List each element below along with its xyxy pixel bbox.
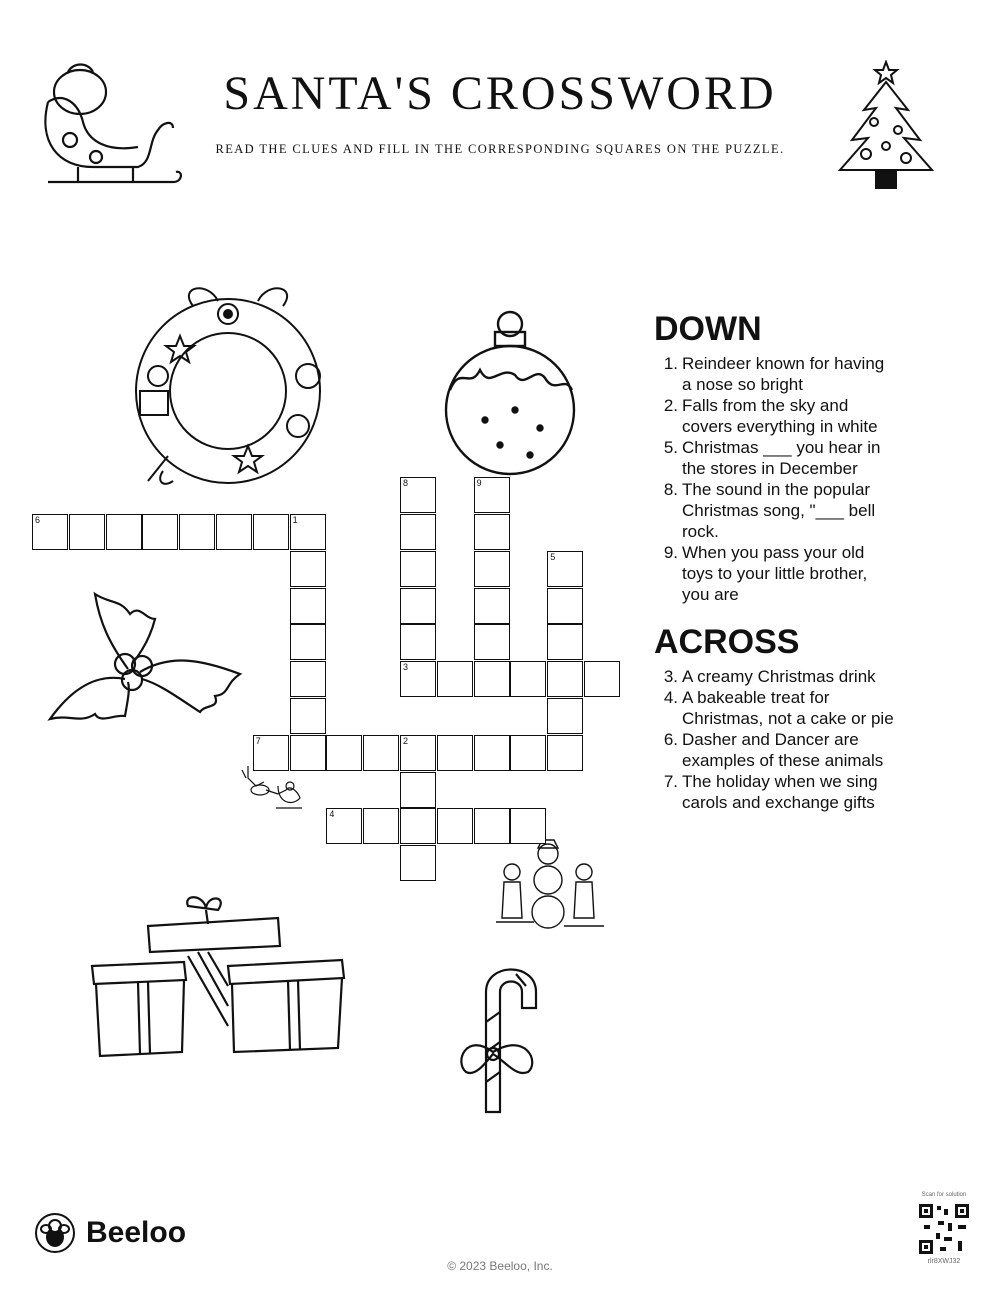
cell-number: 3	[403, 662, 409, 673]
grid-cell[interactable]	[474, 661, 510, 697]
grid-cell[interactable]	[400, 772, 436, 808]
clue-text: The holiday when we sing carols and exchange gifts	[682, 772, 878, 812]
grid-cell[interactable]	[474, 735, 510, 771]
across-clue	[654, 771, 894, 813]
grid-cell[interactable]	[32, 514, 68, 550]
qr-label: Scan for solution	[921, 1192, 967, 1198]
grid-cell[interactable]	[179, 514, 215, 550]
across-clue	[654, 729, 894, 771]
grid-cell[interactable]	[290, 624, 326, 660]
grid-cell[interactable]	[547, 551, 583, 587]
grid-cell[interactable]	[474, 551, 510, 587]
bee-logo-icon	[34, 1212, 76, 1254]
cell-number: 6	[35, 515, 41, 525]
clues-panel	[654, 310, 894, 813]
page-title: SANTA'S CROSSWORD	[223, 67, 777, 120]
grid-cell[interactable]	[510, 735, 546, 771]
grid-cell[interactable]	[547, 624, 583, 660]
grid-cell[interactable]	[400, 551, 436, 587]
down-clue	[654, 542, 894, 605]
down-clue-list	[654, 353, 894, 605]
grid-cell[interactable]	[547, 661, 583, 697]
down-clue	[654, 437, 894, 479]
cell-number: 8	[403, 478, 409, 489]
clue-text: Christmas ___ you hear in the stores in December	[682, 438, 881, 478]
grid-cell[interactable]	[510, 661, 546, 697]
grid-cell[interactable]	[474, 624, 510, 660]
clue-number: 6.	[663, 730, 678, 749]
brand-name: Beeloo	[86, 1216, 187, 1249]
grid-cell[interactable]	[547, 588, 583, 624]
clue-text: Reindeer known for having a nose so bright	[682, 354, 885, 394]
grid-cell[interactable]	[69, 514, 105, 550]
cell-number: 5	[550, 551, 556, 562]
cell-number: 2	[403, 735, 409, 746]
clue-text: When you pass your old toys to your little brother, you are	[682, 543, 868, 604]
grid-cell[interactable]	[510, 808, 546, 844]
grid-cell[interactable]	[142, 514, 178, 550]
grid-cell[interactable]	[290, 514, 326, 550]
grid-cell[interactable]	[437, 735, 473, 771]
grid-cell[interactable]	[474, 588, 510, 624]
grid-cell[interactable]	[106, 514, 142, 550]
grid-cell[interactable]	[584, 661, 620, 697]
clue-number: 8.	[663, 480, 678, 499]
across-heading: ACROSS	[654, 623, 800, 661]
grid-cell[interactable]	[290, 551, 326, 587]
grid-cell[interactable]	[400, 624, 436, 660]
grid-cell[interactable]	[290, 661, 326, 697]
clue-text: Falls from the sky and covers everything in white	[682, 396, 878, 436]
qr-id: rlr8XWJ32	[927, 1258, 961, 1265]
qr-code-icon[interactable]	[918, 1203, 970, 1255]
across-clue-list	[654, 666, 894, 813]
grid-cell[interactable]	[437, 808, 473, 844]
grid-cell[interactable]	[400, 514, 436, 550]
down-clue	[654, 353, 894, 395]
across-clue	[654, 687, 894, 729]
grid-cell[interactable]	[326, 808, 362, 844]
grid-cell[interactable]	[326, 735, 362, 771]
clue-text: A bakeable treat for Christmas, not a cake or pie	[682, 688, 894, 728]
clue-number: 1.	[663, 354, 678, 373]
grid-cell[interactable]	[474, 477, 510, 513]
grid-cell[interactable]	[253, 514, 289, 550]
cell-number: 1	[292, 515, 298, 525]
grid-cell[interactable]	[400, 477, 436, 513]
clue-text: A creamy Christmas drink	[682, 667, 876, 686]
cell-number: 7	[255, 735, 261, 746]
grid-cell[interactable]	[474, 514, 510, 550]
clue-text: Dasher and Dancer are examples of these animals	[682, 730, 884, 770]
page-subtitle: READ THE CLUES AND FILL IN THE CORRESPONDING SQUARES ON THE PUZZLE.	[215, 142, 785, 156]
grid-cell[interactable]	[290, 698, 326, 734]
grid-cell[interactable]	[547, 698, 583, 734]
down-clue	[654, 479, 894, 542]
grid-cell[interactable]	[363, 808, 399, 844]
clue-number: 4.	[663, 688, 678, 707]
grid-cell[interactable]	[216, 514, 252, 550]
cell-number: 9	[476, 478, 482, 489]
grid-cell[interactable]	[290, 735, 326, 771]
down-clue	[654, 395, 894, 437]
grid-cell[interactable]	[400, 808, 436, 844]
clue-number: 2.	[663, 396, 678, 415]
down-heading: DOWN	[654, 310, 762, 348]
clue-number: 3.	[663, 667, 678, 686]
clue-number: 7.	[663, 772, 678, 791]
grid-cell[interactable]	[437, 661, 473, 697]
cell-number: 4	[329, 809, 335, 820]
grid-cell[interactable]	[400, 661, 436, 697]
grid-cell[interactable]	[400, 735, 436, 771]
brand-logo	[34, 1212, 186, 1254]
grid-cell[interactable]	[547, 735, 583, 771]
clue-text: The sound in the popular Christmas song, "___ bell rock.	[682, 480, 876, 541]
grid-cell[interactable]	[363, 735, 399, 771]
grid-cell[interactable]	[400, 845, 436, 881]
grid-cell[interactable]	[474, 808, 510, 844]
grid-cell[interactable]	[253, 735, 289, 771]
grid-cell[interactable]	[400, 588, 436, 624]
clue-number: 9.	[663, 543, 678, 562]
grid-cell[interactable]	[290, 588, 326, 624]
across-clue	[654, 666, 894, 687]
copyright: © 2023 Beeloo, Inc.	[447, 1259, 553, 1273]
clue-number: 5.	[663, 438, 678, 457]
